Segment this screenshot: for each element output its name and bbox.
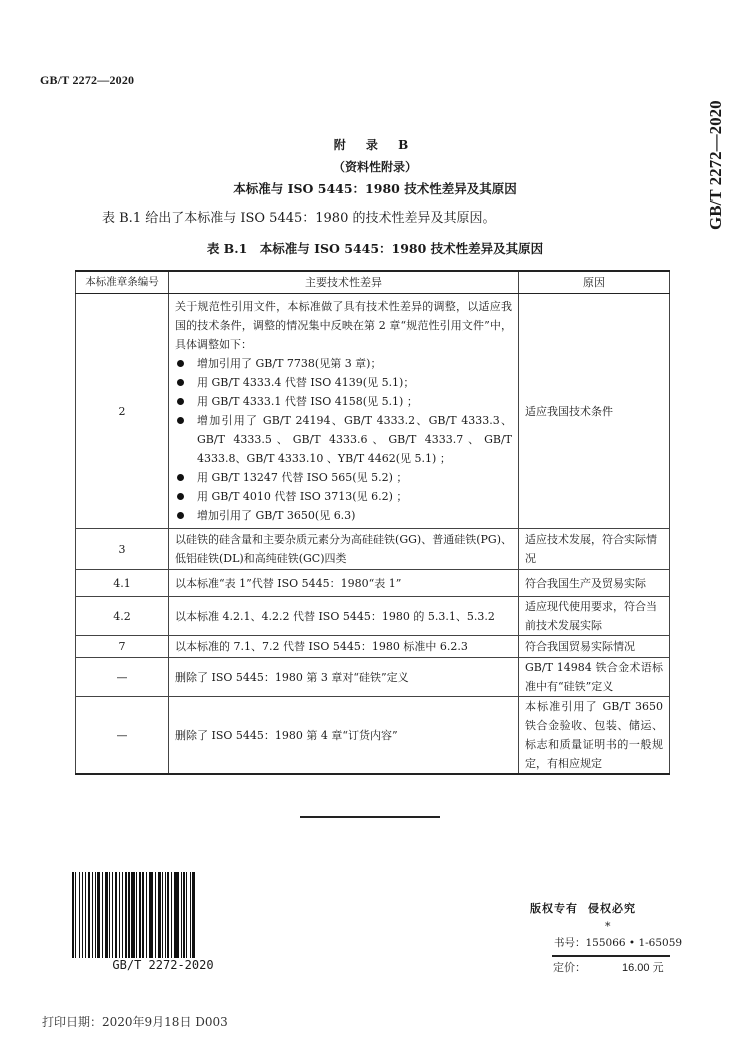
column-header-clause: 本标准章条编号 [76, 271, 169, 294]
list-item: 增加引用了 GB/T 7738(见第 3 章)； [175, 354, 512, 373]
copyright-notice [530, 900, 636, 916]
rights-reserved-text: 版权专有 [530, 902, 578, 915]
list-item: 用 GB/T 4010 代替 ISO 3713(见 6.2) ； [175, 487, 512, 506]
table-row [76, 636, 670, 658]
table-row [76, 294, 670, 529]
table-row [76, 658, 670, 697]
reason-cell: 适应我国技术条件 [519, 294, 670, 529]
appendix-title: 附 录 B [333, 138, 417, 152]
column-header-difference: 主要技术性差异 [169, 271, 519, 294]
reason-cell: 适应现代使用要求，符合当前技术发展实际 [519, 597, 670, 636]
table-header-row [76, 271, 670, 294]
difference-bullet-list [175, 354, 512, 525]
print-date: 打印日期：2020年9月18日 D003 [42, 1015, 228, 1029]
reason-cell: 符合我国生产及贸易实际 [519, 570, 670, 597]
table-row [76, 570, 670, 597]
appendix-subtitle: （资料性附录） [332, 160, 417, 174]
clause-cell: 2 [76, 294, 169, 529]
difference-cell [169, 294, 519, 529]
clause-cell: — [76, 697, 169, 775]
clause-cell: 4.2 [76, 597, 169, 636]
clause-cell: 7 [76, 636, 169, 658]
difference-cell: 删除了 ISO 5445：1980 第 4 章“订货内容” [169, 697, 519, 775]
difference-cell: 以本标准 4.2.1、4.2.2 代替 ISO 5445：1980 的 5.3.1、5.3.2 [169, 597, 519, 636]
barcode [72, 872, 254, 958]
list-item: 用 GB/T 4333.1 代替 ISO 4158(见 5.1) ； [175, 392, 512, 411]
price-value: 16.00 元 [622, 962, 664, 974]
infringement-text: 侵权必究 [588, 902, 636, 915]
difference-cell: 以硅铁的硅含量和主要杂质元素分为高硅硅铁(GG)、普通硅铁(PG)、低铝硅铁(DL)和高纯硅铁(GC)四类 [169, 529, 519, 570]
list-item: 用 GB/T 4333.4 代替 ISO 4139(见 5.1)； [175, 373, 512, 392]
reason-cell: 本标准引用了 GB/T 3650 铁合金验收、包装、储运、标志和质量证明书的一般规定，有相应规定 [519, 697, 670, 775]
column-header-reason: 原因 [519, 271, 670, 294]
appendix-heading: 本标准与 ISO 5445：1980 技术性差异及其原因 [233, 181, 517, 196]
difference-intro: 关于规范性引用文件，本标准做了具有技术性差异的调整，以适应我国的技术条件，调整的情况集中反映在第 2 章“规范性引用文件”中，具体调整如下： [175, 300, 512, 351]
reason-cell: GB/T 14984 铁合金术语标准中有“硅铁”定义 [519, 658, 670, 697]
book-number: 书号：155066 • 1-65059 [554, 937, 683, 949]
price-divider [552, 955, 670, 957]
barcode-label: GB/T 2272-2020 [112, 958, 214, 972]
difference-cell: 删除了 ISO 5445：1980 第 3 章对“硅铁”定义 [169, 658, 519, 697]
difference-cell: 以本标准的 7.1、7.2 代替 ISO 5445：1980 标准中 6.2.3 [169, 636, 519, 658]
intro-paragraph: 表 B.1 给出了本标准与 ISO 5445：1980 的技术性差异及其原因。 [102, 211, 496, 226]
differences-table [75, 270, 670, 775]
clause-cell: 3 [76, 529, 169, 570]
list-item: 增加引用了 GB/T 24194、GB/T 4333.2、GB/T 4333.3、GB/T 4333.5、GB/T 4333.6、GB/T 4333.7、GB/T 4333.8、GB/T 4333.10 、YB/T 4462(见 5.1) ； [175, 411, 512, 468]
table-row [76, 697, 670, 775]
document-code: GB/T 2272—2020 [40, 73, 135, 87]
clause-cell: — [76, 658, 169, 697]
price-label: 定价： [553, 961, 586, 974]
list-item: 增加引用了 GB/T 3650(见 6.3) [175, 506, 512, 525]
table-row [76, 529, 670, 570]
star-mark: * [605, 920, 611, 933]
clause-cell: 4.1 [76, 570, 169, 597]
reason-cell: 符合我国贸易实际情况 [519, 636, 670, 658]
list-item: 用 GB/T 13247 代替 ISO 565(见 5.2) ； [175, 468, 512, 487]
side-document-code: GB/T 2272—2020 [706, 100, 725, 230]
reason-cell: 适应技术发展，符合实际情况 [519, 529, 670, 570]
table-row [76, 597, 670, 636]
difference-cell: 以本标准“表 1”代替 ISO 5445：1980“表 1” [169, 570, 519, 597]
table-caption: 表 B.1 本标准与 ISO 5445：1980 技术性差异及其原因 [206, 241, 544, 256]
end-of-document-rule [300, 816, 440, 818]
